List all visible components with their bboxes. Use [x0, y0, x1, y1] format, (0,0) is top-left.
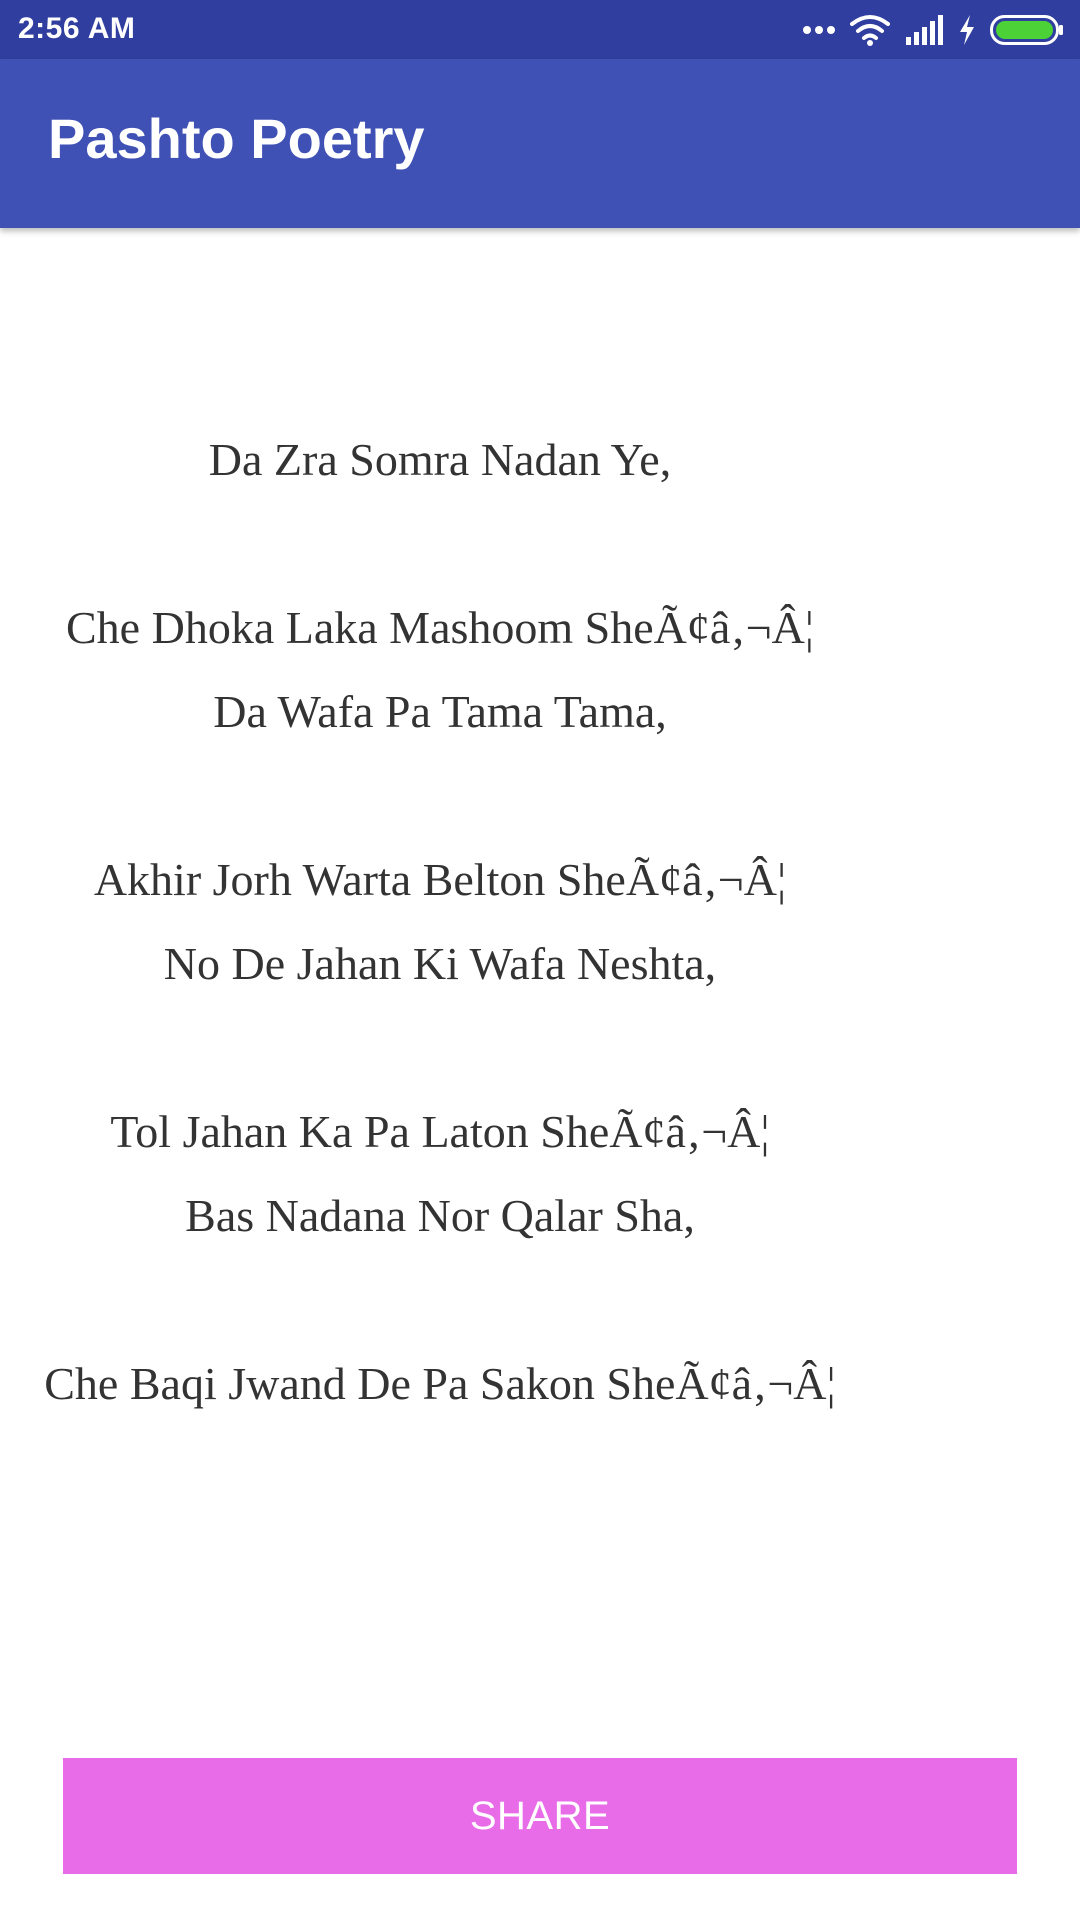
poem-line: Da Wafa Pa Tama Tama, [213, 686, 667, 737]
poem-line: Bas Nadana Nor Qalar Sha, [185, 1190, 695, 1241]
battery-icon [990, 15, 1064, 45]
poem-line: Tol Jahan Ka Pa Laton SheÃ¢â‚¬Â¦ [110, 1106, 770, 1157]
poem-line: Che Baqi Jwand De Pa Sakon SheÃ¢â‚¬Â¦ [44, 1358, 836, 1409]
share-button[interactable]: SHARE [63, 1758, 1017, 1874]
poem-line: Da Zra Somra Nadan Ye, [208, 434, 672, 485]
poem-line: Che Dhoka Laka Mashoom SheÃ¢â‚¬Â¦ [66, 602, 814, 653]
poem-line: Akhir Jorh Warta Belton SheÃ¢â‚¬Â¦ [93, 854, 787, 905]
charging-bolt-icon [958, 15, 976, 45]
poem-line: No De Jahan Ki Wafa Neshta, [163, 938, 717, 989]
signal-icon [904, 15, 944, 45]
app-title: Pashto Poetry [48, 107, 425, 170]
status-time: 2:56 AM [18, 12, 136, 45]
